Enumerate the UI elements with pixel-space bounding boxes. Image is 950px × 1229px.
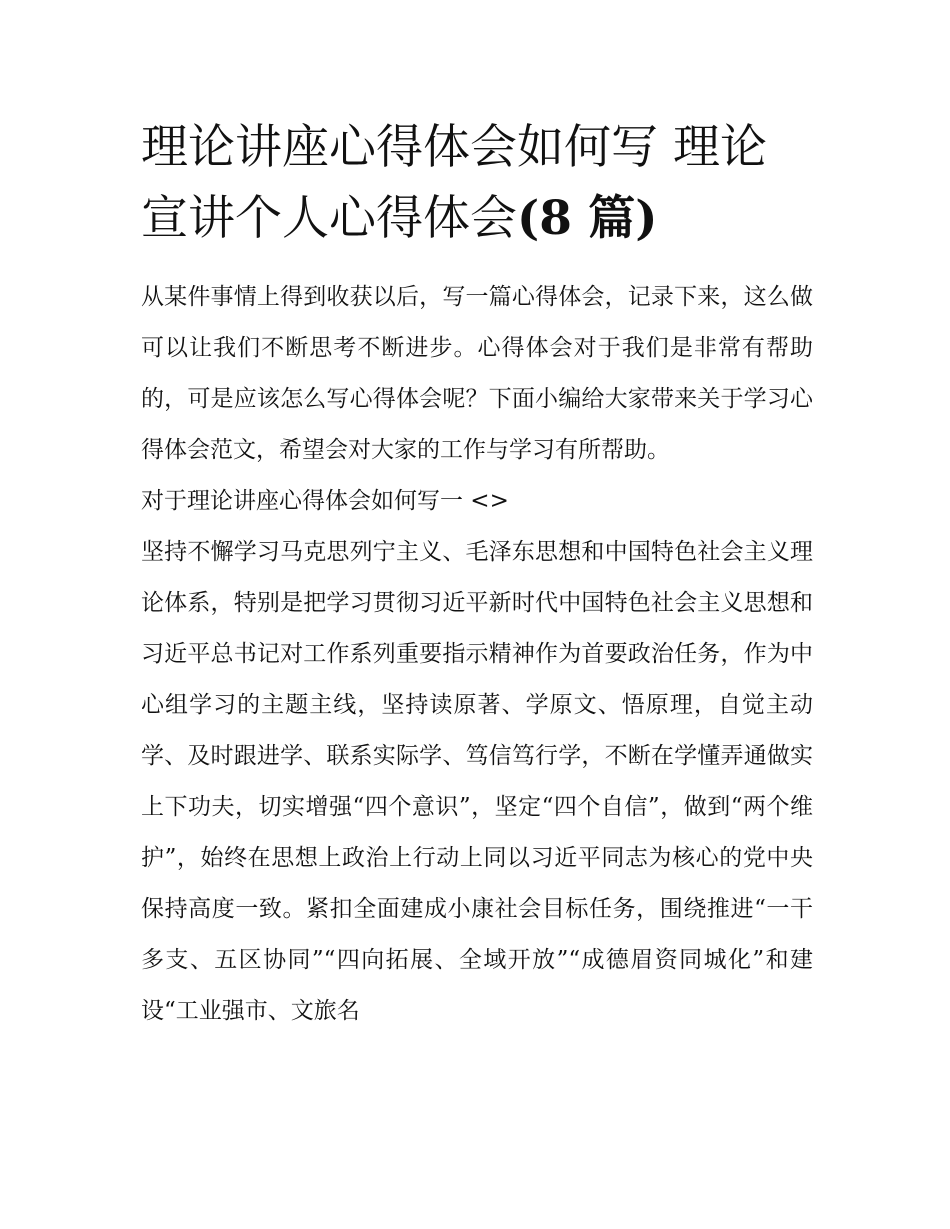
title-text: 理论讲座心得体会如何写 理论宣讲个人心得体会 bbox=[141, 120, 767, 246]
title-count: (8 篇) bbox=[517, 191, 658, 246]
document-title bbox=[141, 112, 813, 254]
document-page bbox=[141, 112, 813, 1037]
intro-paragraph: 从某件事情上得到收获以后，写一篇心得体会，记录下来，这么做可以让我们不断思考不断进步。心得体会对于我们是非常有帮助的，可是应该怎么写心得体会呢？下面小编给大家带来关于学习心得体会范文，希望会对大家的工作与学习有所帮助。 bbox=[141, 284, 813, 463]
body-paragraph: 坚持不懈学习马克思列宁主义、毛泽东思想和中国特色社会主义理论体系，特别是把学习贯彻习近平新时代中国特色社会主义思想和习近平总书记对工作系列重要指示精神作为首要政治任务，作为中心组学习的主题主线，坚持读原著、学原文、悟原理，自觉主动学、及时跟进学、联系实际学、笃信笃行学，不断在学懂弄通做实上下功夫，切实增强“四个意识”，坚定“四个自信”，做到“两个维护”，始终在思想上政治上行动上同以习近平同志为核心的党中央保持高度一致。紧扣全面建成小康社会目标任务，围绕推进“一干多支、五区协同”“四向拓展、全域开放”“成德眉资同城化”和建设“工业强市、文旅名 bbox=[141, 539, 813, 1024]
section-heading: 对于理论讲座心得体会如何写一 <> bbox=[141, 488, 509, 514]
